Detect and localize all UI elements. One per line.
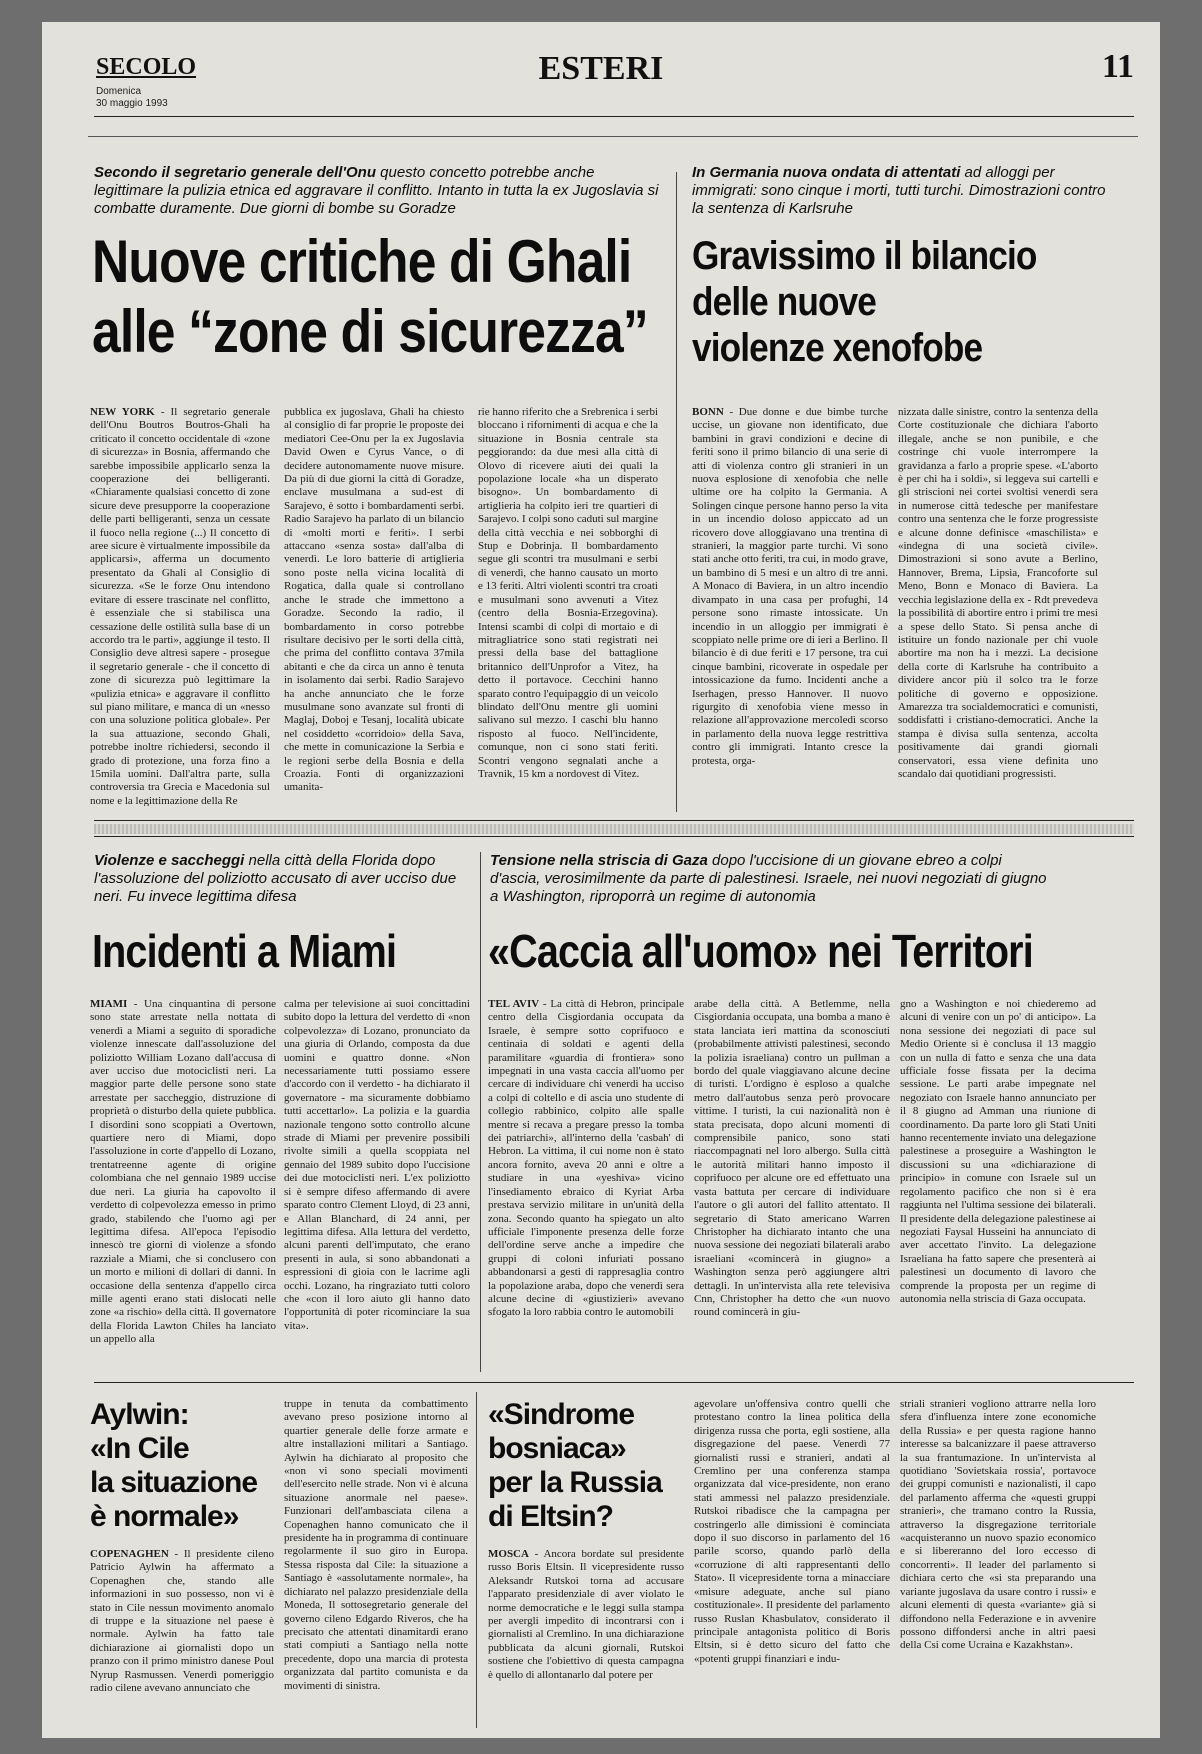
germania-kicker-lead: In Germania nuova ondata di attentati	[692, 164, 961, 181]
gaza-dateline: TEL AVIV	[488, 998, 540, 1010]
ghali-headline-line-1: Nuove critiche di Ghali	[92, 228, 632, 295]
miami-kicker-text: nella città della Florida dopo l'assoluzione del poliziotto accusato di aver ucciso due neri. Fu invece legittima difesa	[94, 852, 457, 905]
ghali-text-3: rie hanno riferito che a Srebrenica i serbi bloccano i rifornimenti di acqua e che la situazione in Bosnia centrale sta peggiorando: da due mesi alla città di Olovo di ricevere aiuti dei quali la popolazione locale «ha un disperato bisogno». Un bombardamento di artiglieria ha colpito ieri tre quartieri di Sarajevo. I colpi sono caduti sul margine della città vecchia e nei sobborghi di Stup e Dobrinja. Il bombardamento segue gli scontri tra musulmani e serbi di venerdì, che hanno causato un morto e 13 feriti. Altri violenti scontri tra croati e musulmani sono avvenuti a Vitez (centro della Bosnia-Erzegovina). Intensi scambi di colpi di mortaio e di mitragliatrice sono stati registrati nei pressi della base del battaglione britannico dell'Unprofor a Vitez, ha detto il portavoce. Cecchini hanno sparato contro l'equipaggio di un veicolo blindato dell'Onu mentre gli uomini salivano sul mezzo. I caschi blu hanno risposto al fuoco. Nell'incidente, comunque, non ci sono stati feriti. Scontri vengono segnalati anche a Travnik, 15 km a nordovest di Vitez.	[478, 406, 658, 780]
newspaper-page	[42, 22, 1160, 1738]
germania-dateline: BONN	[692, 406, 724, 418]
russia-column-1	[488, 1548, 684, 1728]
cile-column-2	[284, 1398, 468, 1728]
ghali-kicker	[94, 164, 664, 218]
section-title: ESTERI	[538, 50, 664, 87]
issue-date	[96, 86, 168, 110]
issue-full-date: 30 maggio 1993	[96, 98, 168, 109]
germania-column-1	[692, 406, 888, 806]
top-box-border	[88, 136, 1138, 137]
russia-column-2	[694, 1398, 890, 1728]
germania-kicker	[692, 164, 1112, 218]
miami-column-1	[90, 998, 276, 1370]
cile-dateline: COPENAGHEN	[90, 1548, 169, 1560]
russia-headline-line-2: bosniaca»	[488, 1432, 626, 1465]
miami-kicker	[94, 852, 474, 906]
cile-column-1	[90, 1548, 274, 1728]
miami-dateline: MIAMI	[90, 998, 128, 1010]
page-number: 11	[1101, 48, 1134, 85]
ghali-dateline: NEW YORK	[90, 406, 155, 418]
russia-text-3: striali stranieri vogliono attrarre nella loro sfera d'influenza intere zone economiche della Russia» e per questa ragione hanno interesse sa balcanizzare il paese attraverso la sua frantumazione. In un'intervista al quotidiano 'Sovietskaia rossia', portavoce dei gruppi comunisti e nazionalisti, il capo del parlamento afferma che «questi gruppi stranieri», che tramano contro la Russia, attraverso la disgregazione territoriale «acquisteranno un nuovo spazio economico e si libereranno del loro eccesso di concorrenti». Il leader del parlamento si dichiara certo che «si sta preparando una variante jugoslava da usare contro i russi» e alcuni elementi di questa «variante» già si diffondono nella Federazione e in avvenire possono diffondersi anche in altri paesi della Csi come Ucraina e Kazakhstan».	[900, 1398, 1096, 1652]
miami-kicker-lead: Violenze e saccheggi	[94, 852, 245, 869]
section-separator	[94, 824, 1134, 834]
cile-text-1: - Il presidente cileno Patricio Aylwin ha affermato a Copenaghen che, stando alle informazioni in suo possesso, non vi è stato in Cile nessun movimento anomalo di truppe e la situazione nel paese è normale. Aylwin ha fatto tale dichiarazione ai giornalisti dopo un pranzo con il primo ministro danese Poul Nyrup Rasmussen. Venerdì pomeriggio radio cilene avevano annunciato che	[90, 1548, 274, 1695]
miami-headline: Incidenti a Miami	[92, 925, 397, 977]
ghali-column-2	[284, 406, 464, 806]
russia-text-2: agevolare un'offensiva contro quelli che protestano contro la linea politica della dirigenza russa che porta, egli sostiene, alla disgregazione del paese. Venerdì 77 giornalisti russi e stranieri, andati al Cremlino per una conferenza stampa organizzata dal vice-presidente, non erano stati ammessi nel palazzo presidenziale. Rutskoi ribadisce che la campagna per costringerlo alle dimissioni è cominciata dopo il suo discorso in parlamento del 16 parile scorso, quando parlò della «corruzione di alti rappresentanti dello Stato». Il vicepresidente torna a minacciare «misure adeguate, anche sul piano costituzionale». Il presidente del parlamento russo Ruslan Khasbulatov, considerato il principale antagonista politico di Boris Eltsin, si è detto sicuro del fatto che «potenti gruppi finanziari e indu-	[694, 1398, 890, 1665]
cile-headline-line-4: è normale»	[90, 1500, 239, 1533]
russia-headline-line-3: per la Russia	[488, 1466, 662, 1499]
miami-text-2: calma per televisione ai suoi concittadini subito dopo la lettura del verdetto di «non colpevolezza» di Lozano, pronunciato da una giuria di Orlando, composta da due uomini e quattro donne. «Non necessariamente tutti possiamo essere d'accordo con il verdetto - ha dichiarato il governatore - ma sicuramente dobbiamo tutti accettarlo». La polizia e la guardia nazionale tengono sotto controllo alcune strade di Miami per prevenire possibili rivolte simili a quella scoppiata nel gennaio del 1989 subito dopo l'uccisione dei due motociclisti neri. L'ex poliziotto si è sempre difeso affermando di avere sparato contro Clement Lloyd, di 23 anni, e Allan Blanchard, di 24 anni, per legittima difesa. Alla lettura del verdetto, alcuni parenti dell'imputato, che erano presenti in aula, si sono abbandonati a espressioni di gioia con le lacrime agli occhi. Lozano, ha ringraziato tutti coloro che «con il loro aiuto gli hanno dato l'opportunità di poter ricominciare la sua vita».	[284, 998, 470, 1332]
germania-text-1: - Due donne e due bimbe turche uccise, un giovane non identificato, due bambini in gravi condizioni e decine di feriti sono il primo bilancio di una serie di atti di violenza contro gli stranieri in un nuova esplosione di xenofobia che nelle ultime ore ha colpito la Germania. A Solingen cinque persone hanno perso la vita in un incendio doloso appiccato ad un ricovero dove alloggiavano una trentina di stranieri, la maggior parte turchi. Vi sono stati anche otto feriti, tra cui, in modo grave, un bambino di 5 mesi e un altro di tre anni. A Monaco di Baviera, in un altro incendio divampato in una casa per profughi, 14 persone sono rimaste intossicate. Un incendio in un alloggio per immigrati è scoppiato nelle prime ore di ieri a Berlino. Il bilancio è di due feriti e 17 persone, tra cui cinque bambini, ricoverate in ospedale per intossicazione da fumo. Incidenti anche a Iserhagen, presso Hannover. Il nuovo rigurgito di xenofobia viene messo in relazione all'approvazione mercoledì scorso in parlamento della nuova legge restrittiva contro gli immigrati. Intanto cresce la protesta, orga-	[692, 406, 888, 767]
paper-name: SECOLO	[96, 54, 197, 80]
bottom-section-rule	[94, 1382, 1134, 1383]
russia-text-1: - Ancora bordate sul presidente russo Boris Eltsin. Il vicepresidente russo Aleksandr Rutskoi torna ad accusare l'apparato presidenziale di aver violato le norme democratiche e le leggi sulla stampa per avergli impedito di incontrarsi con i giornalisti al Cremlino. In una dichiarazione pubblicata da alcuni giornali, Rutskoi sostiene che l'obiettivo di questa campagna è quello di allontanarlo dal potere per	[488, 1548, 684, 1681]
russia-headline-line-4: di Eltsin?	[488, 1500, 613, 1533]
masthead-rule	[94, 116, 1134, 117]
gaza-headline: «Caccia all'uomo» nei Territori	[488, 925, 1033, 977]
bottom-column-divider	[476, 1392, 477, 1728]
gaza-column-2	[694, 998, 890, 1370]
russia-column-3	[900, 1398, 1096, 1728]
ghali-kicker-text: questo concetto potrebbe anche legittimare la pulizia etnica ed aggravare il conflitto. Intanto in tutta la ex Jugoslavia si combatte duramente. Due giorni di bombe su Goradze	[94, 164, 659, 217]
cile-headline-line-2: «In Cile	[90, 1432, 189, 1465]
gaza-text-2: arabe della città. A Betlemme, nella Cisgiordania occupata, una bomba a mano è stata lanciata ieri mattina da sconosciuti (probabilmente attivisti palestinesi, secondo la polizia israeliana) contro un pullman a bordo del quale viaggiavano alcune decine di turisti. L'ordigno è esploso a qualche metro dall'autobus senza però provocare vittime. I turisti, la cui nazionalità non è stata precisata, dopo alcuni momenti di comprensibile panico, sono stati riaccompagnati nel loro albergo. Sulla città le autorità militari hanno imposto il coprifuoco per alcune ore ed effettuato una vasta battuta per cercare di individuare l'autore o gli autori del fallito attentato. Il segretario di Stato americano Warren Christopher ha dichiarato intanto che una nuova sessione dei negoziati bilaterali arabo israeliani «comincerà in giugno» a Washington senza però aggiungere altri dettagli. In un'intervista alla rete televisiva Cnn, Christopher ha detto che «un nuovo round comincerà in giu-	[694, 998, 890, 1319]
ghali-headline-line-2: alle “zone di sicurezza”	[92, 298, 648, 365]
cile-text-2: truppe in tenuta da combattimento avevano preso posizione intorno al quartier generale delle forze armate e altre installazioni militari a Santiago. Aylwin ha dichiarato al proposito che «non vi sono speciali movimenti dell'esercito nelle strade. Non vi è alcuna situazione anormale nel paese». Funzionari dell'ambasciata cilena a Copenaghen hanno comunicato che il presidente ha in programma di continuare regolarmente il suo giro in Europa. Stessa risposta dal Cile: la situazione a Santiago è «assolutamente normale», ha dichiarato nel palazzo presidenziale della Moneda, Il sottosegretario generale del governo cileno Edgardo Riveros, che ha precisato che attentati dinamitardi erano stati compiuti a Santiago nella notte precedente, dopo una marcia di protesta organizzata dal partito comunista e da movimenti di sinistra.	[284, 1398, 468, 1692]
gaza-kicker-text: dopo l'uccisione di un giovane ebreo a colpi d'ascia, verosimilmente da parte di palestinesi. Israele, nei nuovi negoziati di giugno a Washington, riproporrà un regime di autonomia	[490, 852, 1047, 905]
russia-headline	[488, 1398, 662, 1534]
top-column-divider	[676, 172, 677, 812]
russia-dateline: MOSCA	[488, 1548, 529, 1560]
gaza-column-1	[488, 998, 684, 1370]
issue-day: Domenica	[96, 86, 142, 97]
miami-text-1: - Una cinquantina di persone sono state arrestate nella nottata di venerdì a Miami a seguito di sporadiche violenze innescate dall'assoluzione del poliziotto William Lozano dall'accusa di aver ucciso due motociclisti neri. La maggior parte delle persone sono state arrestate per saccheggio, distruzione di proprietà o disturbo della quiete pubblica. I disordini sono scoppiati a Overtown, quartiere nero di Miami, dopo l'assoluzione in corte d'appello di Lozano, trentatreenne agente di origine colombiana che nel gennaio 1989 uccise due neri. La giuria ha capovolto il verdetto di colpevolezza emesso in primo grado, stabilendo che l'uomo agì per legittima difesa. All'epoca l'episodio innescò tre giorni di violenze a sfondo razziale a Miami, che si conclusero con un morto e milioni di dollari di danni. In occasione della sentenza d'appello circa mille agenti erano stati dislocati nelle zone «a rischio» della città. Il governatore della Florida Lawton Chiles ha lanciato un appello alla	[90, 998, 276, 1346]
gaza-column-3	[900, 998, 1096, 1370]
ghali-text-1: - Il segretario generale dell'Onu Boutros Boutros-Ghali ha criticato il concetto occidentale di «zone di sicurezza» in Bosnia, affermando che sarebbe impossibile applicarlo senza la cooperazione dei belligeranti. «Chiaramente qualsiasi concetto di zone sicure deve presupporre la cooperazione delle parti belligeranti, senza un cessate il fuoco nella regione (...) Il concetto di aree sicure è virtualmente impossibile da applicarsi», afferma un documento presentato da Ghali al Consiglio di sicurezza. «Se le forze Onu intendono evitare di essere trascinate nel conflitto, è essenziale che si stabilisca una cessazione delle ostilità sulla base di un accordo tra le parti», aggiunge il testo. Il Consiglio deve altresì sapere - prosegue il segretario generale - che il concetto di zone di sicurezza può legittimare la «pulizia etnica» e aggravare il conflitto sul piano militare, e manca di un «nesso con una soluzione politica globale». Per la sua attuazione, secondo Ghali, potrebbe inoltre richiedersi, secondo il grado di protezione, una forza fino a 15mila uomini. Dall'altra parte, sulla controversia tra Grecia e Macedonia sul nome e la legittimazione della Re	[90, 406, 270, 806]
gaza-text-3: gno a Washington e noi chiederemo ad alcuni di venire con un po' di anticipo». La nona sessione dei negoziati di pace sul Medio Oriente si è conclusa il 13 maggio con un nulla di fatto e senza che una data ufficiale fosse fissata per la decima sessione. Le parti arabe impegnate nel negoziato con Israele hanno annunciato per il 8 giugno ad Amman una riunione di coordinamento. Da parte loro gli Stati Uniti hanno recentemente inviato una delegazione palestinese a proseguire a Washington le discussioni su una «dichiarazione di principio» in comune con Israele sul un regolamento pacifico che non si è era raggiunta nel l'ultima sessione dei bilaterali. Il presidente della delegazione palestinese ai negoziati Faysal Husseini ha annunciato di aver accettato l'invito. La delegazione Israeliana ha fatto sapere che presenterà ai palestinesi un documento di lavoro che comprende la proposta per un regime di autonomia nella striscia di Gaza occupata.	[900, 998, 1096, 1305]
germania-headline-line-3: violenze xenofobe	[692, 326, 983, 370]
cile-headline	[90, 1398, 257, 1534]
gaza-kicker-lead: Tensione nella striscia di Gaza	[490, 852, 708, 869]
ghali-column-3	[478, 406, 658, 806]
germania-headline-line-2: delle nuove	[692, 280, 876, 324]
cile-headline-line-3: la situazione	[90, 1466, 258, 1499]
russia-headline-line-1: «Sindrome	[488, 1398, 635, 1431]
germania-headline-line-1: Gravissimo il bilancio	[692, 234, 1037, 278]
ghali-kicker-lead: Secondo il segretario generale dell'Onu	[94, 164, 376, 181]
germania-text-2: nizzata dalle sinistre, contro la sentenza della Corte costituzionale che dichiara l'aborto illegale, anche se non punibile, e che costringe chi vuole interrompere la gravidanza a farlo a proprie spese. «L'aborto è per chi ha i soldi», si leggeva sui cartelli e gli striscioni nei cortei svoltisi venerdì sera in numerose città tedesche per manifestare contro una sentenza che le forze progressiste e alcune donne definisce «maschilista» e «indegna di una società civile». Dimostrazioni si sono avute a Berlino, Hannover, Brema, Lipsia, Francoforte sul Meno, Bonn e Monaco di Baviera. La vecchia legislazione della ex - Rdt prevedeva la possibilità di abortire entro i primi tre mesi a spese dello Stato. Si pensa anche di istituire un fondo nazionale per chi vuole abortire ma non ha i mezzi. La decisione della corte di Karlsruhe ha contribuito a dividere ancor più il solco tra le forze politiche di governo e opposizione. Amarezza tra socialdemocratici e comunisti, soddisfatti i cristiano-democratici. Anche la stampa è divisa sulla sentenza, accolta positivamente dai grandi giornali conservatori, essa viene definita uno scandalo dai quotidiani progressisti.	[898, 406, 1098, 780]
germania-kicker-text: ad alloggi per immigrati: sono cinque i morti, tutti turchi. Dimostrazioni contro la sentenza di Karlsruhe	[692, 164, 1106, 217]
separator-rule-top	[94, 820, 1134, 821]
ghali-text-2: pubblica ex jugoslava, Ghali ha chiesto al consiglio di far proprie le proposte dei mediatori Cee-Onu per la ex Jugoslavia David Owen e Cyrus Vance, o di decidere autonomamente nuove misure. Da più di due giorni la città di Goradze, enclave musulmana a sud-est di Sarajevo, è sotto i bombardamenti serbi. Radio Sarajevo ha parlato di un bilancio di «molti morti e feriti». I serbi attaccano «senza sosta» dall'alba di venerdì. Le loro batterie di artiglieria sono poste nella vicina località di Rogatica, dalla quale si controllano anche le strade che immettono a Goradze. Secondo la radio, il bombardamento in corso potrebbe risultare decisivo per le sorti della città, che prima del conflitto contava 37mila abitanti e che da circa un anno è tenuta in isolamento dai serbi. Radio Sarajevo ha anche annunciato che le forze musulmane sono avanzate sul fronti di Maglaj, Doboj e Tesanj, località ubicate nel cosiddetto «corridoio» della Sava, che mette in comunicazione la Serbia e le regioni serbe della Bosnia e della Croazia. Fonti di organizzazioni umanita-	[284, 406, 464, 794]
germania-column-2	[898, 406, 1098, 806]
middle-column-divider	[480, 852, 481, 1372]
cile-headline-line-1: Aylwin:	[90, 1398, 189, 1431]
separator-rule-bottom	[94, 836, 1134, 837]
gaza-kicker	[490, 852, 1050, 906]
gaza-text-1: - La città di Hebron, principale centro della Cisgiordania occupata da Israele, è sempre sotto coprifuoco e centinaia di soldati e agenti della paramilitare «guardia di frontiera» sono impegnati in una vasta caccia all'uomo per cercare di individuare chi venerdì ha ucciso a colpi di coltello e di ascia uno studente di collegio rabbinico, colpito alle spalle mentre si recava a pregare presso la tomba dei patriarchi», all'interno della 'casbah' di Hebron. La vittima, il cui nome non è stato ancora fornito, aveva 20 anni e oltre a studiare in una «yeshiva» vicino l'insediamento ebraico di Kyriat Arba prestava servizio militare in un'unità della zona. Secondo quanto ha spiegato un alto ufficiale l'imponente presenza delle forze dell'ordine serve anche a impedire che gruppi di coloni infuriati possano abbandonarsi a gesti di rappresaglia contro la popolazione araba, dopo che venerdì sera alcune decine di «giustizieri» avevano sfogato la loro rabbia contro le automobili	[488, 998, 684, 1319]
miami-column-2	[284, 998, 470, 1370]
ghali-column-1	[90, 406, 270, 806]
